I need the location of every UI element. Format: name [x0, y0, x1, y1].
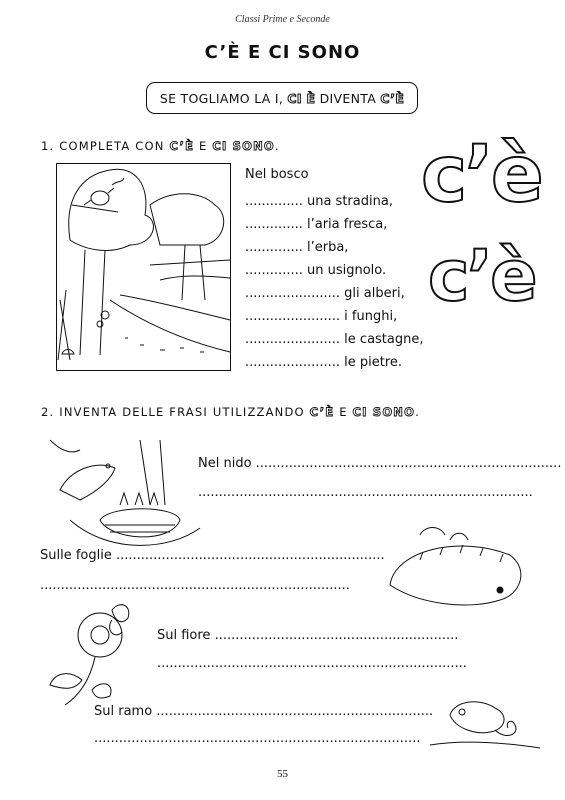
rule-word1: CI È	[287, 90, 316, 106]
hedgehog-icon	[390, 546, 521, 605]
section1-intro: Nel bosco	[245, 167, 309, 182]
fill-line-3: .............. l’erba,	[245, 240, 349, 255]
fill-line-1: .............. una stradina,	[245, 194, 393, 209]
section1-word2: CI SONO	[212, 139, 275, 153]
fiore-line-2: ...........................................................................	[157, 656, 467, 671]
section2-word1: C’È	[309, 405, 335, 419]
foglie-line-1: Sulle foglie .................................................................	[40, 548, 385, 563]
page-title: C’È E CI SONO	[204, 42, 361, 63]
ramo-line-2: ...............................................................................	[94, 731, 421, 746]
fill-line-8: ....................... le pietre.	[245, 355, 403, 370]
nido-line-2: .................................................................................	[198, 485, 533, 500]
foglie-line-2: ...........................................................................	[40, 578, 350, 593]
section2-word2: CI SONO	[352, 405, 416, 419]
section2-text: 2. INVENTA DELLE FRASI UTILIZZANDO	[41, 405, 305, 419]
fiore-line-1: Sul fiore ...........................................................	[157, 628, 459, 643]
big-word-2: c’è	[428, 235, 535, 317]
rule-word2: C’È	[380, 90, 405, 106]
rule-prefix: SE TOGLIAMO LA I,	[159, 90, 284, 106]
section2-and: E	[339, 405, 348, 419]
fill-line-4: .............. un usignolo.	[245, 263, 387, 278]
chameleon-icon	[450, 702, 504, 733]
nido-line-1: Nel nido ..........................................................................	[198, 456, 562, 471]
section1-end: .	[274, 139, 280, 153]
fill-line-5: ....................... gli alberi,	[245, 286, 405, 301]
fill-line-6: ....................... i funghi,	[245, 309, 398, 324]
section2-end: .	[415, 405, 420, 419]
butterfly-icon	[112, 605, 129, 622]
fill-line-2: .............. l’aria fresca,	[245, 217, 388, 232]
big-word-1: c’è	[421, 130, 541, 220]
page-number: 55	[277, 768, 288, 780]
running-header: Classi Prime e Seconde	[235, 14, 330, 25]
section1-word1: C’È	[169, 139, 195, 153]
rule-middle: DIVENTA	[319, 90, 377, 106]
fill-line-7: ....................... le castagne,	[245, 332, 424, 347]
bird-nest-icon	[100, 509, 180, 537]
section1-text: 1. COMPLETA CON	[41, 139, 165, 153]
ramo-line-1: Sul ramo ...................................................................	[94, 704, 434, 719]
section1-and: E	[198, 139, 208, 153]
